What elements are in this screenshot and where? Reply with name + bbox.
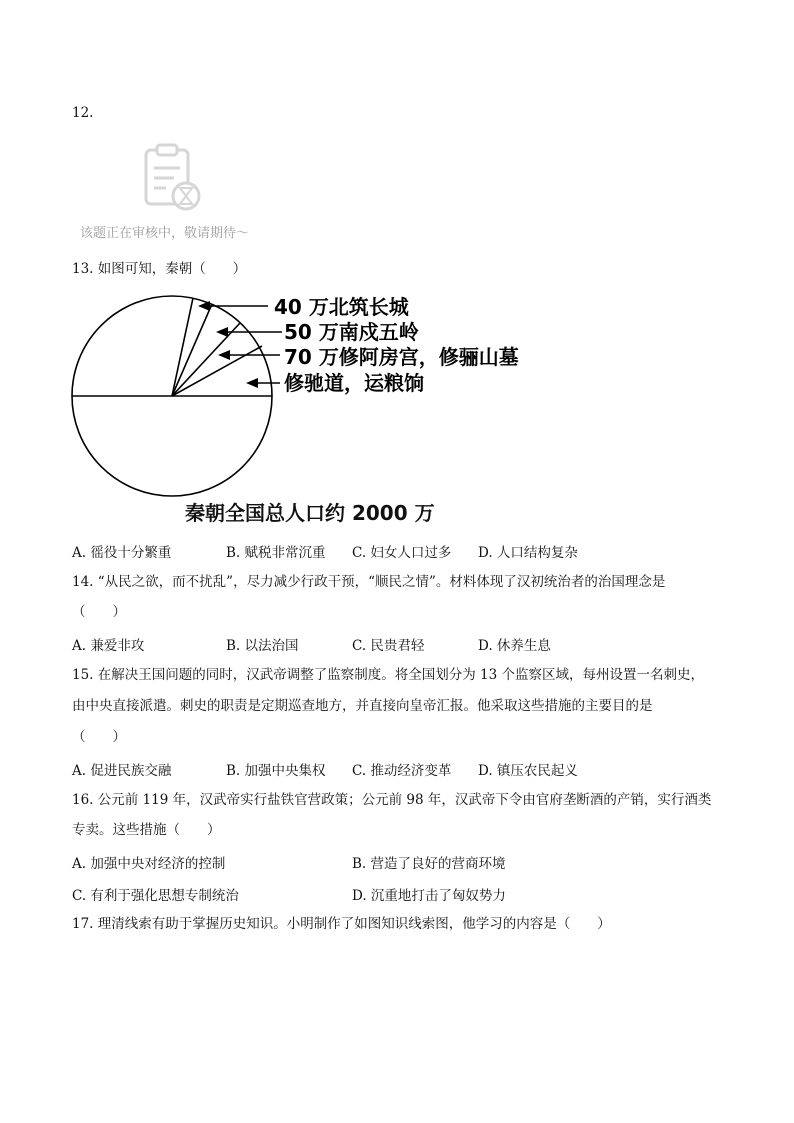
q13-option-c: C. 妇女人口过多 bbox=[352, 545, 452, 561]
arrowhead-4 bbox=[246, 378, 258, 388]
q16-option-b: B. 营造了良好的营商环境 bbox=[352, 856, 506, 872]
question-16-stem-line-1: 16. 公元前 119 年，汉武帝实行盐铁官营政策；公元前 98 年，汉武帝下令由官府垄断酒的产销，实行酒类 bbox=[72, 792, 712, 808]
q15-option-a: A. 促进民族交融 bbox=[72, 763, 172, 779]
q15-option-b: B. 加强中央集权 bbox=[226, 763, 326, 779]
question-14-bracket: （ ） bbox=[72, 604, 126, 620]
arrowhead-3 bbox=[218, 350, 230, 360]
arrowhead-1 bbox=[198, 301, 210, 311]
qin-labor-pie-chart bbox=[70, 286, 570, 498]
annotation-wuling: 50 万南戍五岭 bbox=[284, 320, 419, 344]
question-16-stem-line-2: 专卖。这些措施（ ） bbox=[72, 822, 221, 838]
q15-option-c: C. 推动经济变革 bbox=[352, 763, 452, 779]
q13-option-a: A. 徭役十分繁重 bbox=[72, 545, 172, 561]
pie-radius-2 bbox=[172, 304, 212, 396]
q14-option-c: C. 民贵君轻 bbox=[352, 638, 425, 654]
pending-review-placeholder bbox=[80, 140, 280, 240]
pie-radius-1 bbox=[172, 298, 193, 396]
question-15-stem-line-2: 由中央直接派遣。刺史的职责是定期巡查地方，并直接向皇帝汇报。他采取这些措施的主要目的是 bbox=[72, 698, 653, 714]
annotation-great-wall: 40 万北筑长城 bbox=[274, 295, 409, 319]
chart-title: 秦朝全国总人口约 2000 万 bbox=[185, 501, 435, 525]
q16-option-a: A. 加强中央对经济的控制 bbox=[72, 856, 226, 872]
question-15-stem-line-1: 15. 在解决王国问题的同时，汉武帝调整了监察制度。将全国划分为 13 个监察区域，每州设置一名刺史， bbox=[72, 667, 705, 683]
q14-option-a: A. 兼爱非攻 bbox=[72, 638, 145, 654]
arrowhead-2 bbox=[216, 327, 228, 337]
question-12-number: 12. bbox=[72, 105, 94, 121]
q16-option-d: D. 沉重地打击了匈奴势力 bbox=[352, 888, 506, 904]
pie-radius-4 bbox=[172, 346, 262, 396]
question-15-bracket: （ ） bbox=[72, 729, 126, 745]
annotation-palace-tomb: 70 万修阿房宫，修骊山墓 bbox=[284, 345, 519, 369]
question-14-stem: 14. “从民之欲，而不扰乱”，尽力减少行政干预，“顺民之情”。材料体现了汉初统治者的治国理念是 bbox=[72, 574, 666, 590]
question-17-stem: 17. 理清线索有助于掌握历史知识。小明制作了如图知识线索图，他学习的内容是（ ） bbox=[72, 916, 611, 932]
q13-option-b: B. 赋税非常沉重 bbox=[226, 545, 326, 561]
pending-review-text: 该题正在审核中，敬请期待～ bbox=[80, 226, 250, 241]
q13-option-d: D. 人口结构复杂 bbox=[478, 545, 578, 561]
q16-option-c: C. 有利于强化思想专制统治 bbox=[72, 888, 239, 904]
clipboard-hourglass-icon bbox=[140, 142, 206, 214]
q14-option-b: B. 以法治国 bbox=[226, 638, 299, 654]
annotation-roads-grain: 修驰道，运粮饷 bbox=[284, 371, 424, 395]
q15-option-d: D. 镇压农民起义 bbox=[478, 763, 578, 779]
question-13-stem: 13. 如图可知，秦朝（ ） bbox=[72, 261, 247, 277]
q14-option-d: D. 休养生息 bbox=[478, 638, 551, 654]
